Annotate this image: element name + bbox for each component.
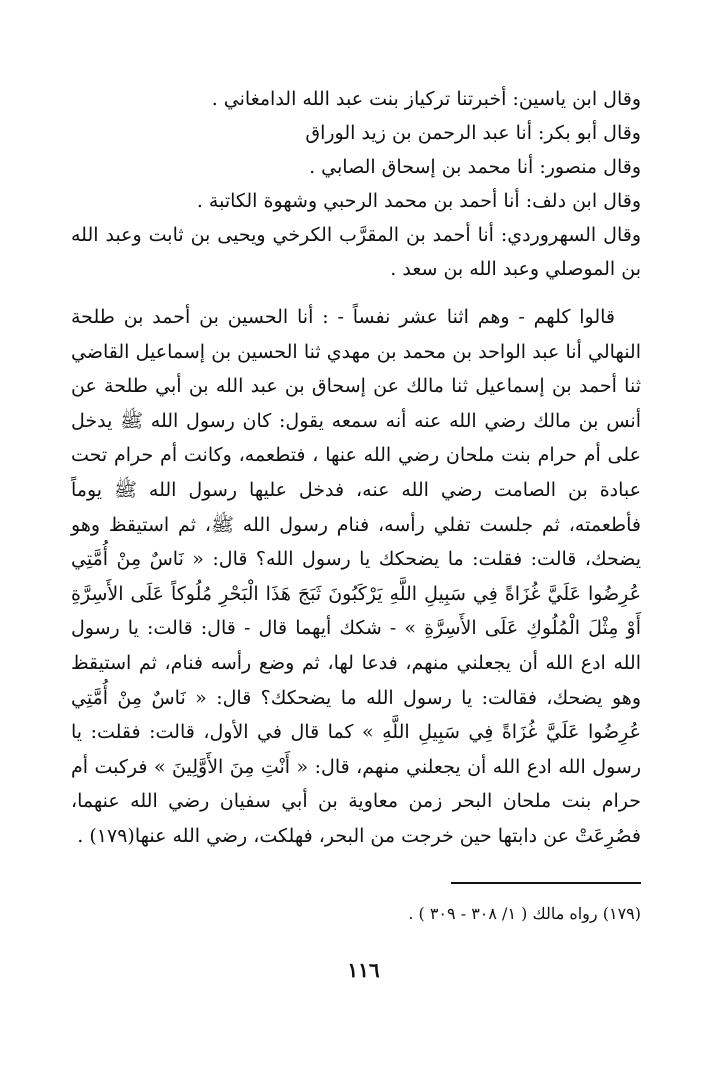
isnad-line: وقال أبو بكر: أنا عبد الرحمن بن زيد الوراق [305, 122, 641, 144]
isnad-line: وقال السهروردي: أنا أحمد بن المقرَّب الكرخي ويحيى بن ثابت وعبد الله بن الموصلي وعبد الله بن سعد . [71, 224, 641, 280]
footnote: (١٧٩) رواه مالك ( ١/ ٣٠٨ - ٣٠٩ ) . [408, 904, 641, 923]
isnad-block [71, 82, 641, 286]
isnad-line: وقال ابن دلف: أنا أحمد بن محمد الرحبي وشهوة الكاتبة . [196, 190, 641, 212]
footnote-divider [451, 882, 641, 884]
page-number: ١١٦ [347, 958, 380, 982]
hadith-text: قالوا كلهم - وهم اثنا عشر نفساً - : أنا الحسين بن أحمد بن طلحة النهالي أنا عبد الواحد بن محمد بن مهدي ثنا الحسين بن إسماعيل القاضي ثنا أحمد بن إسماعيل ثنا مالك عن إسحاق بن عبد الله بن أبي طلحة عن أنس بن مالك رضي الله عنه أنه سمعه يقول: كان رسول الله ﷺ يدخل على أم حرام بنت ملحان رضي الله عنها ، فتطعمه، وكانت أم حرام تحت عبادة بن الصامت رضي الله عنه، فدخل عليها رسول الله ﷺ يوماً فأطعمته، ثم جلست تفلي رأسه، فنام رسول الله ﷺ، ثم استيقظ وهو يضحك، قالت: فقلت: ما يضحكك يا رسول الله؟ قال: « نَاسٌ مِنْ أُمَّتِي عُرِضُوا عَلَيَّ غُزَاةً فِي سَبِيلِ اللَّهِ يَرْكَبُونَ ثَبَجَ هَذَا الْبَحْرِ مُلُوكاً عَلَى الأَسِرَّةِ أَوْ مِثْلَ الْمُلُوكِ عَلَى الأَسِرَّةِ » - شكك أيهما قال - قال: قالت: يا رسول الله ادع الله أن يجعلني منهم، فدعا لها، ثم وضع رأسه فنام، ثم استيقظ وهو يضحك، فقالت: يا رسول الله ما يضحكك؟ قال: « نَاسٌ مِنْ أُمَّتِي عُرِضُوا عَلَيَّ غُزَاةً فِي سَبِيلِ اللَّهِ » كما قال في الأول، قالت: فقلت: يا رسول الله ادع الله أن يجعلني منهم، قال: « أَنْتِ مِنَ الأَوَّلِينَ » فركبت أم حرام بنت ملحان البحر زمن معاوية بن أبي سفيان رضي الله عنهما، فصُرِعَتْ عن دابتها حين خرجت من البحر، فهلكت، رضي الله عنها(١٧٩) . [71, 306, 641, 847]
isnad-line: وقال منصور: أنا محمد بن إسحاق الصابي . [309, 156, 641, 178]
hadith-paragraph [71, 300, 641, 854]
isnad-line: وقال ابن ياسين: أخبرتنا تركياز بنت عبد الله الدامغاني . [211, 88, 641, 110]
